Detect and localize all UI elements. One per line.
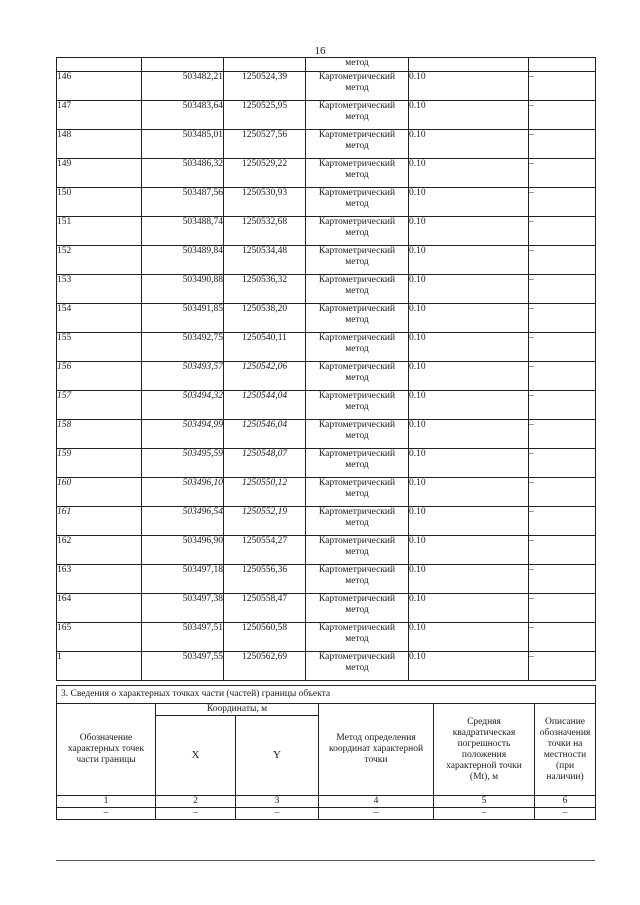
x-coordinate: 503492,75 bbox=[142, 333, 224, 362]
empty-data-row bbox=[57, 808, 596, 820]
method-word: метод bbox=[345, 489, 369, 499]
accuracy-value: 0.10 bbox=[409, 449, 529, 478]
x-coordinate: 503494,99 bbox=[142, 420, 224, 449]
x-coordinate: 503497,18 bbox=[142, 565, 224, 594]
method-cell bbox=[306, 391, 409, 420]
y-coordinate: 1250540,11 bbox=[224, 333, 306, 362]
accuracy-value: 0.10 bbox=[409, 362, 529, 391]
y-coordinate: 1250536,32 bbox=[224, 275, 306, 304]
table-row bbox=[57, 478, 596, 507]
point-number: 150 bbox=[57, 188, 142, 217]
method-name: Картометрический bbox=[318, 188, 396, 198]
method-word: метод bbox=[345, 605, 369, 615]
point-number: 152 bbox=[57, 246, 142, 275]
method-word: метод bbox=[345, 663, 369, 673]
method-cell bbox=[306, 275, 409, 304]
method-cell bbox=[306, 159, 409, 188]
table-row bbox=[57, 333, 596, 362]
x-header: X bbox=[156, 716, 236, 796]
point-number: 165 bbox=[57, 623, 142, 652]
accuracy-value: 0.10 bbox=[409, 565, 529, 594]
col-number: 2 bbox=[156, 796, 236, 808]
method-name: Картометрический bbox=[318, 536, 396, 546]
accuracy-value: 0.10 bbox=[409, 536, 529, 565]
method-word: метод bbox=[345, 286, 369, 296]
description-value: – bbox=[529, 72, 596, 101]
method-name: Картометрический bbox=[318, 101, 396, 111]
method-word: метод bbox=[345, 228, 369, 238]
method-name: Картометрический bbox=[318, 623, 396, 633]
column-numbers-row bbox=[57, 796, 596, 808]
accuracy-value: 0.10 bbox=[409, 420, 529, 449]
table-row bbox=[57, 652, 596, 681]
table-row bbox=[57, 507, 596, 536]
method-cell bbox=[306, 449, 409, 478]
x-coordinate: 503489,84 bbox=[142, 246, 224, 275]
method-name: Картометрический bbox=[318, 130, 396, 140]
description-value: – bbox=[529, 565, 596, 594]
accuracy-value: 0.10 bbox=[409, 130, 529, 159]
method-name: Картометрический bbox=[318, 217, 396, 227]
designation-header: Обозначение характерных точек части границы bbox=[57, 704, 156, 796]
method-word: метод bbox=[345, 576, 369, 586]
y-coordinate: 1250554,27 bbox=[224, 536, 306, 565]
empty-cell: – bbox=[156, 808, 236, 820]
method-header: Метод определения координат характерной точки bbox=[319, 704, 434, 796]
method-cell bbox=[306, 217, 409, 246]
x-coordinate: 503486,32 bbox=[142, 159, 224, 188]
point-number: 163 bbox=[57, 565, 142, 594]
accuracy-value: 0.10 bbox=[409, 246, 529, 275]
description-value: – bbox=[529, 188, 596, 217]
accuracy-value: 0.10 bbox=[409, 72, 529, 101]
point-number: 158 bbox=[57, 420, 142, 449]
description-value: – bbox=[529, 594, 596, 623]
description-value: – bbox=[529, 507, 596, 536]
continued-row bbox=[57, 58, 596, 72]
accuracy-value: 0.10 bbox=[409, 623, 529, 652]
y-coordinate: 1250560,58 bbox=[224, 623, 306, 652]
description-value: – bbox=[529, 304, 596, 333]
accuracy-value: 0.10 bbox=[409, 507, 529, 536]
method-name: Картометрический bbox=[318, 391, 396, 401]
y-coordinate: 1250532,68 bbox=[224, 217, 306, 246]
point-number: 157 bbox=[57, 391, 142, 420]
method-name: Картометрический bbox=[318, 565, 396, 575]
y-coordinate: 1250546,04 bbox=[224, 420, 306, 449]
table-row bbox=[57, 362, 596, 391]
y-coordinate: 1250558,47 bbox=[224, 594, 306, 623]
description-value: – bbox=[529, 101, 596, 130]
y-coordinate: 1250527,56 bbox=[224, 130, 306, 159]
y-coordinate: 1250552,19 bbox=[224, 507, 306, 536]
page-number: 16 bbox=[314, 45, 326, 57]
table-row bbox=[57, 101, 596, 130]
method-word: метод bbox=[345, 141, 369, 151]
x-coordinate: 503483,64 bbox=[142, 101, 224, 130]
description-value: – bbox=[529, 420, 596, 449]
table-row bbox=[57, 188, 596, 217]
method-word: метод bbox=[345, 547, 369, 557]
description-value: – bbox=[529, 391, 596, 420]
description-value: – bbox=[529, 275, 596, 304]
method-cell bbox=[306, 623, 409, 652]
method-word: метод bbox=[345, 518, 369, 528]
point-number: 164 bbox=[57, 594, 142, 623]
method-name: Картометрический bbox=[318, 449, 396, 459]
method-cell bbox=[306, 478, 409, 507]
col-number: 5 bbox=[434, 796, 535, 808]
description-value: – bbox=[529, 246, 596, 275]
description-value: – bbox=[529, 130, 596, 159]
description-value: – bbox=[529, 333, 596, 362]
method-word: метод bbox=[345, 315, 369, 325]
accuracy-value: 0.10 bbox=[409, 188, 529, 217]
point-number: 1 bbox=[57, 652, 142, 681]
method-cell bbox=[306, 420, 409, 449]
x-coordinate: 503495,59 bbox=[142, 449, 224, 478]
empty-cell: – bbox=[319, 808, 434, 820]
accuracy-value: 0.10 bbox=[409, 217, 529, 246]
description-value: – bbox=[529, 217, 596, 246]
x-coordinate: 503482,21 bbox=[142, 72, 224, 101]
table-row bbox=[57, 275, 596, 304]
y-coordinate: 1250538,20 bbox=[224, 304, 306, 333]
method-word: метод bbox=[345, 170, 369, 180]
table-row bbox=[57, 420, 596, 449]
point-number: 156 bbox=[57, 362, 142, 391]
method-cell bbox=[306, 362, 409, 391]
method-name: Картометрический bbox=[318, 246, 396, 256]
method-cell bbox=[306, 333, 409, 362]
x-coordinate: 503496,10 bbox=[142, 478, 224, 507]
description-header: Описание обозначения точки на местности (при наличии) bbox=[535, 704, 596, 796]
table-row bbox=[57, 304, 596, 333]
table-row bbox=[57, 536, 596, 565]
x-coordinate: 503491,85 bbox=[142, 304, 224, 333]
x-coordinate: 503493,57 bbox=[142, 362, 224, 391]
y-coordinate: 1250562,69 bbox=[224, 652, 306, 681]
x-coordinate: 503488,74 bbox=[142, 217, 224, 246]
point-number: 155 bbox=[57, 333, 142, 362]
method-name: Картометрический bbox=[318, 304, 396, 314]
point-number: 159 bbox=[57, 449, 142, 478]
method-name: Картометрический bbox=[318, 478, 396, 488]
section-title: 3. Сведения о характерных точках части (частей) границы объекта bbox=[57, 686, 596, 704]
point-number: 160 bbox=[57, 478, 142, 507]
y-coordinate: 1250548,07 bbox=[224, 449, 306, 478]
table-row bbox=[57, 72, 596, 101]
method-cell bbox=[306, 188, 409, 217]
method-cell bbox=[306, 536, 409, 565]
y-header: Y bbox=[236, 716, 319, 796]
method-name: Картометрический bbox=[318, 333, 396, 343]
point-number: 161 bbox=[57, 507, 142, 536]
col-number: 1 bbox=[57, 796, 156, 808]
accuracy-value: 0.10 bbox=[409, 478, 529, 507]
method-name: Картометрический bbox=[318, 362, 396, 372]
empty-cell: – bbox=[535, 808, 596, 820]
description-value: – bbox=[529, 623, 596, 652]
point-number: 149 bbox=[57, 159, 142, 188]
x-coordinate: 503497,51 bbox=[142, 623, 224, 652]
table-row bbox=[57, 246, 596, 275]
table-row bbox=[57, 623, 596, 652]
description-value: – bbox=[529, 159, 596, 188]
table-row bbox=[57, 449, 596, 478]
empty-cell: – bbox=[434, 808, 535, 820]
point-number: 147 bbox=[57, 101, 142, 130]
accuracy-value: 0.10 bbox=[409, 594, 529, 623]
point-number: 162 bbox=[57, 536, 142, 565]
method-cell bbox=[306, 565, 409, 594]
method-word: метод bbox=[345, 634, 369, 644]
description-value: – bbox=[529, 449, 596, 478]
accuracy-value: 0.10 bbox=[409, 275, 529, 304]
y-coordinate: 1250530,93 bbox=[224, 188, 306, 217]
description-value: – bbox=[529, 536, 596, 565]
method-name: Картометрический bbox=[318, 594, 396, 604]
coordinates-header: Координаты, м bbox=[156, 704, 319, 716]
y-coordinate: 1250524,39 bbox=[224, 72, 306, 101]
point-number: 154 bbox=[57, 304, 142, 333]
method-cell bbox=[306, 72, 409, 101]
method-cell bbox=[306, 101, 409, 130]
x-coordinate: 503485,01 bbox=[142, 130, 224, 159]
x-coordinate: 503496,90 bbox=[142, 536, 224, 565]
method-word: метод bbox=[345, 373, 369, 383]
x-coordinate: 503494,32 bbox=[142, 391, 224, 420]
table-row bbox=[57, 391, 596, 420]
col-number: 6 bbox=[535, 796, 596, 808]
x-coordinate: 503497,55 bbox=[142, 652, 224, 681]
x-coordinate: 503497,38 bbox=[142, 594, 224, 623]
y-coordinate: 1250550,12 bbox=[224, 478, 306, 507]
method-name: Картометрический bbox=[318, 420, 396, 430]
y-coordinate: 1250556,36 bbox=[224, 565, 306, 594]
empty-cell: – bbox=[236, 808, 319, 820]
method-word: метод bbox=[345, 199, 369, 209]
point-number: 151 bbox=[57, 217, 142, 246]
method-name: Картометрический bbox=[318, 72, 396, 82]
method-word: метод bbox=[345, 83, 369, 93]
method-cell bbox=[306, 246, 409, 275]
accuracy-value: 0.10 bbox=[409, 333, 529, 362]
description-value: – bbox=[529, 362, 596, 391]
method-word: метод bbox=[345, 112, 369, 122]
accuracy-value: 0.10 bbox=[409, 391, 529, 420]
table-row bbox=[57, 594, 596, 623]
method-cell: метод bbox=[306, 58, 409, 72]
table-row bbox=[57, 130, 596, 159]
method-name: Картометрический bbox=[318, 275, 396, 285]
accuracy-header: Средняя квадратическая погрешность положения характерной точки (Mt), м bbox=[434, 704, 535, 796]
table-row bbox=[57, 159, 596, 188]
method-name: Картометрический bbox=[318, 159, 396, 169]
coordinates-table bbox=[56, 57, 596, 681]
point-number: 146 bbox=[57, 72, 142, 101]
x-coordinate: 503490,88 bbox=[142, 275, 224, 304]
method-cell bbox=[306, 130, 409, 159]
method-word: метод bbox=[345, 460, 369, 470]
point-number: 148 bbox=[57, 130, 142, 159]
y-coordinate: 1250525,95 bbox=[224, 101, 306, 130]
description-value: – bbox=[529, 478, 596, 507]
y-coordinate: 1250542,06 bbox=[224, 362, 306, 391]
method-cell bbox=[306, 652, 409, 681]
method-cell bbox=[306, 507, 409, 536]
method-cell bbox=[306, 594, 409, 623]
point-number: 153 bbox=[57, 275, 142, 304]
method-cell bbox=[306, 304, 409, 333]
y-coordinate: 1250529,22 bbox=[224, 159, 306, 188]
accuracy-value: 0.10 bbox=[409, 101, 529, 130]
x-coordinate: 503496,54 bbox=[142, 507, 224, 536]
table-row bbox=[57, 217, 596, 246]
y-coordinate: 1250544,04 bbox=[224, 391, 306, 420]
x-coordinate: 503487,56 bbox=[142, 188, 224, 217]
method-name: Картометрический bbox=[318, 507, 396, 517]
method-word: метод bbox=[345, 402, 369, 412]
empty-cell: – bbox=[57, 808, 156, 820]
table-row bbox=[57, 565, 596, 594]
col-number: 3 bbox=[236, 796, 319, 808]
method-word: метод bbox=[345, 431, 369, 441]
method-word: метод bbox=[345, 344, 369, 354]
method-name: Картометрический bbox=[318, 652, 396, 662]
bottom-rule bbox=[56, 860, 595, 861]
description-value: – bbox=[529, 652, 596, 681]
col-number: 4 bbox=[319, 796, 434, 808]
accuracy-value: 0.10 bbox=[409, 159, 529, 188]
part-boundary-table bbox=[56, 685, 596, 820]
method-word: метод bbox=[345, 257, 369, 267]
accuracy-value: 0.10 bbox=[409, 652, 529, 681]
accuracy-value: 0.10 bbox=[409, 304, 529, 333]
y-coordinate: 1250534,48 bbox=[224, 246, 306, 275]
